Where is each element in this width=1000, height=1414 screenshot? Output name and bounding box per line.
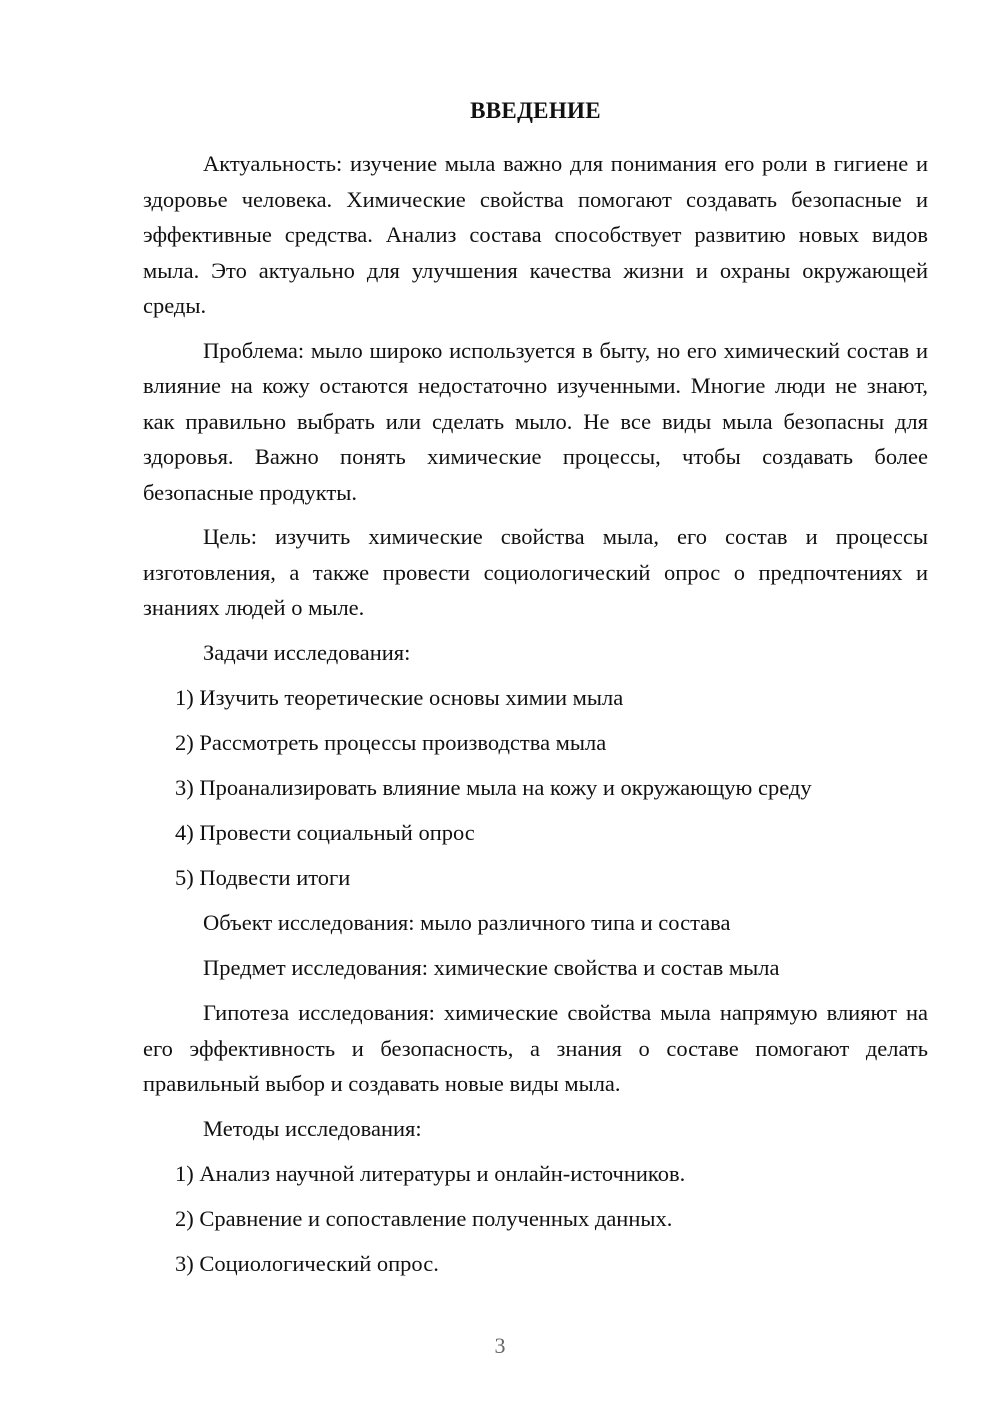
method-item: 2) Сравнение и сопоставление полученных данных. (175, 1205, 673, 1231)
section-heading: ВВЕДЕНИЕ (470, 98, 601, 123)
document-page (143, 96, 928, 1291)
research-object: Объект исследования: мыло различного типа и состава (203, 910, 731, 936)
relevance-paragraph: Актуальность: изучение мыла важно для понимания его роли в гигиене и здоровье человека. Химические свойства помогают создавать безопасные и эффективные средства. Анализ состава способствует развитию новых видов мыла. Это актуально для улучшения качества жизни и охраны окружающей среды. (143, 151, 928, 318)
problem-paragraph: Проблема: мыло широко используется в быту, но его химический состав и влияние на кожу остаются недостаточно изученными. Многие люди не знают, как правильно выбрать или сделать мыло. Не все виды мыла безопасны для здоровья. Важно понять химические процессы, чтобы создавать более безопасные продукты. (143, 337, 928, 505)
task-item: 5) Подвести итоги (175, 864, 351, 890)
task-item: 1) Изучить теоретические основы химии мыла (175, 684, 624, 710)
method-item: 3) Социологический опрос. (175, 1251, 439, 1277)
tasks-title: Задачи исследования: (203, 639, 411, 665)
goal-paragraph: Цель: изучить химические свойства мыла, его состав и процессы изготовления, а также провести социологический опрос о предпочтениях и знаниях людей о мыле. (143, 524, 928, 620)
methods-title: Методы исследования: (203, 1115, 422, 1141)
hypothesis-paragraph: Гипотеза исследования: химические свойства мыла напрямую влияют на его эффективность и безопасность, а знания о составе помогают делать правильный выбор и создавать новые виды мыла. (143, 1000, 928, 1097)
research-subject: Предмет исследования: химические свойства и состав мыла (203, 955, 780, 981)
task-item: 3) Проанализировать влияние мыла на кожу и окружающую среду (175, 774, 812, 800)
task-item: 4) Провести социальный опрос (175, 819, 475, 845)
page-number: 3 (494, 1333, 506, 1358)
method-item: 1) Анализ научной литературы и онлайн-источников. (175, 1160, 686, 1186)
task-item: 2) Рассмотреть процессы производства мыла (175, 729, 607, 755)
